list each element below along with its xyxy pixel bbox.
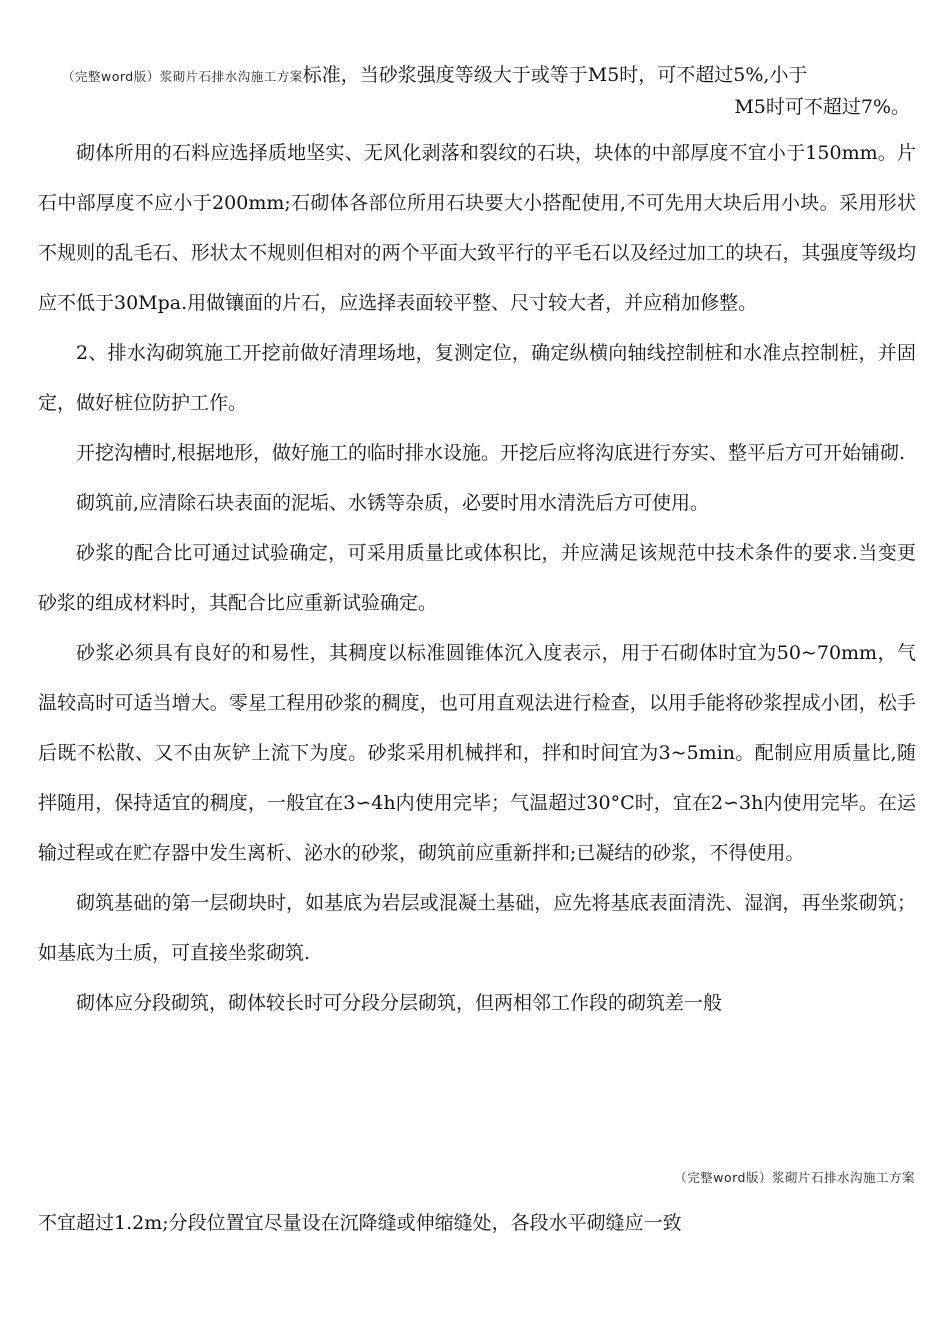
paragraph-trench-excavation: 开挖沟槽时,根据地形，做好施工的临时排水设施。开挖后应将沟底进行夯实、整平后方可开始铺砌.: [76, 442, 906, 464]
footer-document-title-label: （完整word版）浆砌片石排水沟施工方案: [674, 1170, 915, 1185]
document-title-label: （完整word版）浆砌片石排水沟施工方案: [62, 69, 303, 84]
paragraph-foundation-first-layer: 砌筑基础的第一层砌块时，如基底为岩层或混凝土基础，应先将基底表面清洗、湿润，再坐浆砌筑；如基底为土质，可直接坐浆砌筑.: [38, 892, 916, 964]
body-text: [38, 128, 916, 1028]
paragraph-mortar-mix-ratio: 砂浆的配合比可通过试验确定，可采用质量比或体积比，并应满足该规范中技术条件的要求.当变更砂浆的组成材料时，其配合比应重新试验确定。: [38, 542, 916, 614]
paragraph-stone-cleaning: 砌筑前,应清除石块表面的泥垢、水锈等杂质，必要时用水清洗后方可使用。: [76, 492, 710, 514]
paragraph-sectional-masonry: 砌体应分段砌筑，砌体较长时可分段分层砌筑，但两相邻工作段的砌筑差一般: [76, 992, 723, 1014]
tail-text-line: 不宜超过1.2m;分段位置宜尽量设在沉降缝或伸缩缝处，各段水平砌缝应一致: [38, 1212, 682, 1234]
paragraph-mortar-workability: 砂浆必须具有良好的和易性，其稠度以标准圆锥体沉入度表示，用于石砌体时宜为50~70mm，气温较高时可适当增大。零星工程用砂浆的稠度，也可用直观法进行检查，以用手能将砂浆捏成小团，松手后既不松散、又不由灰铲上流下为度。砂浆采用机械拌和，拌和时间宜为3~5min。配制应用质量比,随拌随用，保持适宜的稠度，一般宜在3∽4h内使用完毕；气温超过30°C时，宜在2∽3h内使用完毕。在运输过程或在贮存器中发生离析、泌水的砂浆，砌筑前应重新拌和;已凝结的砂浆，不得使用。: [38, 642, 916, 864]
continued-text: 标准，当砂浆强度等级大于或等于M5时，可不超过5%,小于: [302, 64, 808, 86]
continued-text-line-2: M5时可不超过7%。: [734, 96, 910, 118]
paragraph-stone-material: 砌体所用的石料应选择质地坚实、无风化剥落和裂纹的石块，块体的中部厚度不宜小于150mm。片石中部厚度不应小于200mm;石砌体各部位所用石块要大小搭配使用,不可先用大块后用小块。采用形状不规则的乱毛石、形状太不规则但相对的两个平面大致平行的平毛石以及经过加工的块石，其强度等级均应不低于30Mpa.用做镶面的片石，应选择表面较平整、尺寸较大者，并应稍加修整。: [38, 142, 916, 314]
paragraph-ditch-preparation: 2、排水沟砌筑施工开挖前做好清理场地，复测定位，确定纵横向轴线控制桩和水准点控制桩，并固定，做好桩位防护工作。: [38, 342, 916, 414]
header-line: [62, 60, 912, 92]
